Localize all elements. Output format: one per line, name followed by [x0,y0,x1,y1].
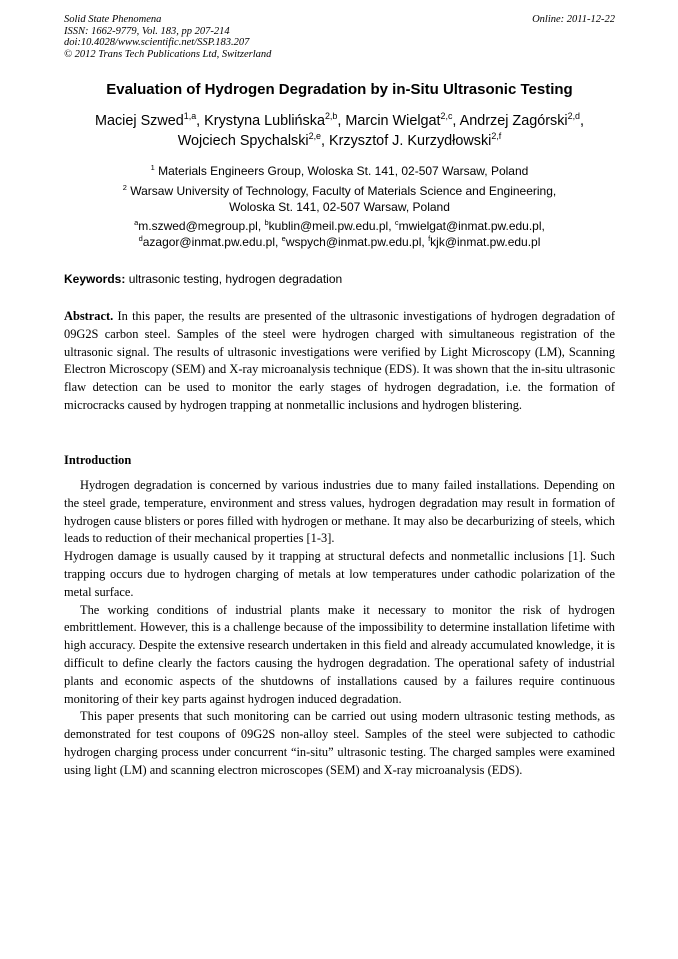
email-mark: e [281,233,286,243]
email-line-1 [64,219,615,235]
author-name: Marcin Wielgat [345,113,441,129]
author-affil-mark: 2,c [440,111,453,122]
author-list [56,111,623,151]
keywords [64,272,615,287]
affiliation-line: Woloska St. 141, 02-507 Warsaw, Poland [229,199,450,214]
affiliation-text: Materials Engineers Group, Woloska St. 141, 02-507 Warsaw, Poland [158,164,529,178]
affiliation-line [64,184,615,200]
email-mark: a [134,218,139,227]
email-separator: , [421,234,429,249]
author-affil-mark: 2,f [491,131,502,142]
paragraph: Hydrogen damage is usually caused by it trapping at structural defects and nonmetallic inclusions [1]. Such trapping occurs due to hydrogen charging of metals at low temperatures under cathodic polarization of the metal surface. [64,549,615,599]
email-address[interactable]: mwielgat@inmat.pw.edu.pl [398,219,542,233]
copyright-line: © 2012 Trans Tech Publications Ltd, Switzerland [64,48,272,60]
issn-line: ISSN: 1662-9779, Vol. 183, pp 207-214 [64,25,230,37]
paragraph: The working conditions of industrial plants make it necessary to monitor the risk of hydrogen embrittlement. However, this is a challenge because of the impossibility to determine installation lifetime with high accuracy. Despite the extensive research undertaken in this field and already accumulated knowledge, it is difficult to define clearly the factors causing the hydrogen degradation. The operational safety of industrial plants and economic aspects of the shutdowns of installations caused by a failures require continuous monitoring of their key parts against hydrogen induced degradation. [64,602,615,706]
email-mark: d [138,233,143,243]
email-separator: , [275,234,282,249]
email-mark: f [428,233,431,243]
email-separator: , [388,219,395,233]
paper-title: Evaluation of Hydrogen Degradation by in-Situ Ultrasonic Testing [106,81,573,98]
author-line-2 [56,131,623,151]
introduction-body [64,477,615,780]
paragraph: Hydrogen degradation is concerned by various industries due to many failed installations. Depending on the steel grade, temperature, environment and stress values, hydrogen degradation may result in formation of hydrogen cause blisters or pores filled with hydrogen or methane. It may also be decarburizing of steels, which leads to reduction of their mechanical properties [1-3]. [64,478,615,546]
online-date: Online: 2011-12-22 [532,14,615,25]
keywords-label: Keywords: [64,272,126,286]
author-affil-mark: 2,b [324,111,338,122]
author-separator: , [337,113,346,129]
email-separator: , [541,219,545,233]
author-separator: , [580,113,584,129]
doi-line: doi:10.4028/www.scientific.net/SSP.183.207 [64,37,250,48]
journal-header [64,14,615,60]
author-name: Krystyna Lublińska [204,113,325,129]
author-separator: , [452,113,460,129]
paragraph: This paper presents that such monitoring can be carried out using modern ultrasonic testing methods, as demonstrated for test coupons of 09G2S non-alloy steel. Samples of the steel were subjected to cathodic hydrogen charging process under concurrent “in-situ” ultrasonic testing. The charged samples were examined using light (LM) and scanning electron microscopes (SEM) and X-ray microanalysis (EDS). [64,709,615,777]
author-affil-mark: 2,d [567,111,580,122]
journal-name: Solid State Phenomena [64,14,162,25]
introduction-heading: Introduction [64,453,132,467]
email-address[interactable]: kublin@meil.pw.edu.pl [268,219,389,233]
affiliation-mark: 1 [150,163,155,172]
email-mark: b [264,218,269,227]
author-name: Wojciech Spychalski [177,133,309,149]
author-separator: , [196,113,205,129]
author-name: Krzysztof J. Kurzydłowski [329,133,492,149]
abstract-label: Abstract. [64,309,114,323]
affiliation-text: Warsaw University of Technology, Faculty of Materials Science and Engineering, [130,184,557,198]
abstract-paragraph [64,308,615,415]
author-name: Maciej Szwed [95,113,184,129]
email-list [64,219,615,250]
email-address[interactable]: m.szwed@megroup.pl [138,219,258,233]
author-line-1 [56,111,623,131]
author-affil-mark: 2,e [308,131,322,142]
affiliation-mark: 2 [122,183,127,192]
affiliation-1 [64,164,615,180]
author-name: Andrzej Zagórski [459,113,568,129]
abstract-text: In this paper, the results are presented of the ultrasonic investigations of hydrogen degradation of 09G2S carbon steel. Samples of the steel were hydrogen charged with simultaneous registration of the ultrasonic signal. The results of ultrasonic investigations were verified by Light Microscopy (LM), Scanning Electron Microscopy (SEM) and X-ray microanalysis technique (EDS). It was shown that the in-situ ultrasonic flaw detection can be used to monitor the early stages of hydrogen degradation, i.e. the formation of microcracks caused by hydrogen trapping at nonmetallic inclusions and hydrogen blistering. [64,309,615,412]
author-affil-mark: 1,a [183,111,197,122]
email-mark: c [394,218,399,227]
email-address[interactable]: azagor@inmat.pw.edu.pl [142,234,275,249]
affiliation-2 [64,184,615,215]
author-separator: , [321,133,330,149]
email-address[interactable]: kjk@inmat.pw.edu.pl [430,234,541,249]
email-separator: , [257,219,265,233]
email-address[interactable]: wspych@inmat.pw.edu.pl [285,234,422,249]
email-line-2 [64,235,615,251]
abstract [64,308,615,415]
keywords-text: ultrasonic testing, hydrogen degradation [125,272,343,286]
